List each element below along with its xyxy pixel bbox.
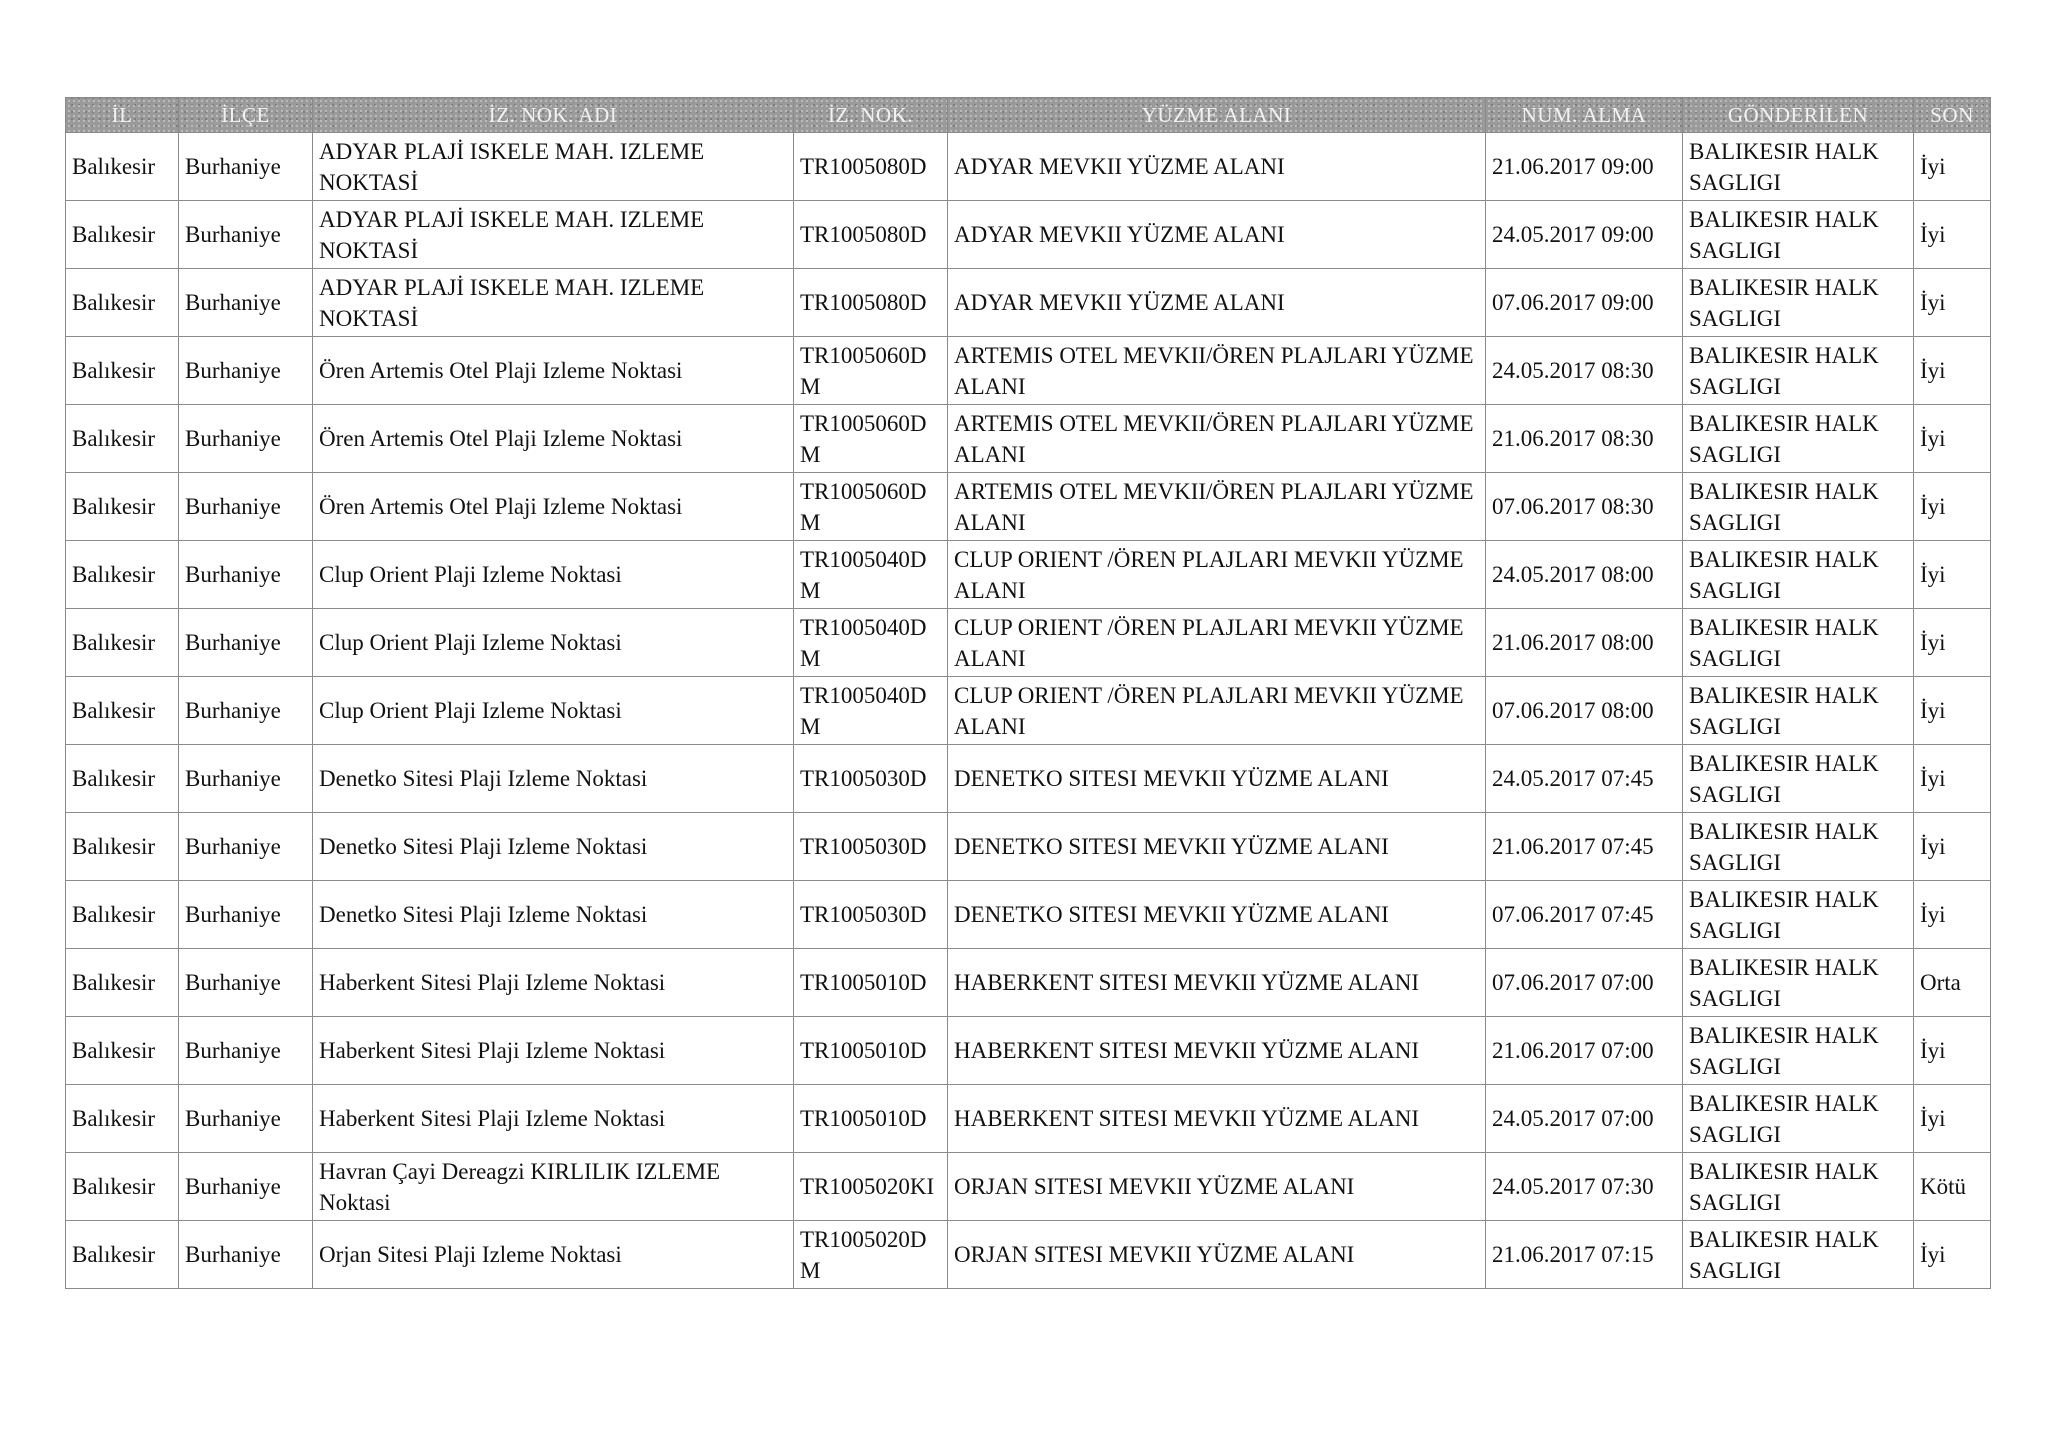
cell-nokta-adi: ADYAR PLAJİ ISKELE MAH. IZLEME NOKTASİ bbox=[313, 133, 794, 201]
cell-nokta-kod: TR1005060D M bbox=[794, 473, 948, 541]
cell-yuzme-alani: CLUP ORIENT /ÖREN PLAJLARI MEVKII YÜZME ALANI bbox=[948, 609, 1486, 677]
header-nokta-kod: İZ. NOK. bbox=[794, 98, 948, 133]
cell-numune-alma: 07.06.2017 08:30 bbox=[1486, 473, 1683, 541]
header-numune-alma: NUM. ALMA bbox=[1486, 98, 1683, 133]
cell-gonderilen: BALIKESIR HALK SAGLIGI bbox=[1683, 949, 1914, 1017]
cell-nokta-adi: Clup Orient Plaji Izleme Noktasi bbox=[313, 541, 794, 609]
table-row bbox=[66, 609, 1991, 677]
table-row bbox=[66, 949, 1991, 1017]
cell-il: Balıkesir bbox=[66, 881, 179, 949]
cell-nokta-kod: TR1005060D M bbox=[794, 337, 948, 405]
cell-son: İyi bbox=[1914, 269, 1991, 337]
cell-son: İyi bbox=[1914, 1085, 1991, 1153]
cell-nokta-adi: Ören Artemis Otel Plaji Izleme Noktasi bbox=[313, 405, 794, 473]
cell-numune-alma: 21.06.2017 08:00 bbox=[1486, 609, 1683, 677]
table-row bbox=[66, 1017, 1991, 1085]
cell-il: Balıkesir bbox=[66, 1221, 179, 1289]
cell-nokta-adi: Denetko Sitesi Plaji Izleme Noktasi bbox=[313, 881, 794, 949]
cell-nokta-kod: TR1005080D bbox=[794, 201, 948, 269]
cell-nokta-adi: Denetko Sitesi Plaji Izleme Noktasi bbox=[313, 745, 794, 813]
cell-son: İyi bbox=[1914, 133, 1991, 201]
header-row bbox=[66, 98, 1991, 133]
cell-nokta-kod: TR1005060D M bbox=[794, 405, 948, 473]
cell-yuzme-alani: ORJAN SITESI MEVKII YÜZME ALANI bbox=[948, 1221, 1486, 1289]
cell-ilce: Burhaniye bbox=[179, 949, 313, 1017]
cell-nokta-adi: Havran Çayi Dereagzi KIRLILIK IZLEME Noktasi bbox=[313, 1153, 794, 1221]
cell-numune-alma: 21.06.2017 09:00 bbox=[1486, 133, 1683, 201]
cell-ilce: Burhaniye bbox=[179, 813, 313, 881]
cell-numune-alma: 24.05.2017 08:30 bbox=[1486, 337, 1683, 405]
table-row bbox=[66, 133, 1991, 201]
header-gonderilen: GÖNDERİLEN bbox=[1683, 98, 1914, 133]
cell-yuzme-alani: ORJAN SITESI MEVKII YÜZME ALANI bbox=[948, 1153, 1486, 1221]
cell-il: Balıkesir bbox=[66, 1153, 179, 1221]
table-row bbox=[66, 541, 1991, 609]
cell-nokta-kod: TR1005080D bbox=[794, 133, 948, 201]
cell-ilce: Burhaniye bbox=[179, 881, 313, 949]
cell-son: İyi bbox=[1914, 813, 1991, 881]
cell-nokta-adi: Haberkent Sitesi Plaji Izleme Noktasi bbox=[313, 1017, 794, 1085]
cell-son: İyi bbox=[1914, 337, 1991, 405]
cell-nokta-kod: TR1005020D M bbox=[794, 1221, 948, 1289]
header-ilce: İLÇE bbox=[179, 98, 313, 133]
cell-ilce: Burhaniye bbox=[179, 609, 313, 677]
cell-il: Balıkesir bbox=[66, 1085, 179, 1153]
cell-nokta-kod: TR1005030D bbox=[794, 745, 948, 813]
cell-gonderilen: BALIKESIR HALK SAGLIGI bbox=[1683, 813, 1914, 881]
header-son: SON bbox=[1914, 98, 1991, 133]
table-row bbox=[66, 1085, 1991, 1153]
table-row bbox=[66, 813, 1991, 881]
cell-numune-alma: 07.06.2017 08:00 bbox=[1486, 677, 1683, 745]
cell-il: Balıkesir bbox=[66, 1017, 179, 1085]
cell-il: Balıkesir bbox=[66, 541, 179, 609]
cell-il: Balıkesir bbox=[66, 813, 179, 881]
cell-nokta-kod: TR1005030D bbox=[794, 813, 948, 881]
cell-son: İyi bbox=[1914, 745, 1991, 813]
table-row bbox=[66, 1153, 1991, 1221]
cell-nokta-adi: Clup Orient Plaji Izleme Noktasi bbox=[313, 609, 794, 677]
cell-son: Kötü bbox=[1914, 1153, 1991, 1221]
cell-son: İyi bbox=[1914, 1017, 1991, 1085]
cell-numune-alma: 21.06.2017 07:15 bbox=[1486, 1221, 1683, 1289]
cell-yuzme-alani: ADYAR MEVKII YÜZME ALANI bbox=[948, 269, 1486, 337]
cell-nokta-adi: Ören Artemis Otel Plaji Izleme Noktasi bbox=[313, 473, 794, 541]
cell-il: Balıkesir bbox=[66, 473, 179, 541]
header-nokta-adi: İZ. NOK. ADI bbox=[313, 98, 794, 133]
cell-yuzme-alani: CLUP ORIENT /ÖREN PLAJLARI MEVKII YÜZME ALANI bbox=[948, 541, 1486, 609]
cell-il: Balıkesir bbox=[66, 677, 179, 745]
cell-gonderilen: BALIKESIR HALK SAGLIGI bbox=[1683, 541, 1914, 609]
cell-nokta-adi: Clup Orient Plaji Izleme Noktasi bbox=[313, 677, 794, 745]
table-header bbox=[66, 98, 1991, 133]
cell-il: Balıkesir bbox=[66, 745, 179, 813]
cell-nokta-adi: Haberkent Sitesi Plaji Izleme Noktasi bbox=[313, 949, 794, 1017]
cell-il: Balıkesir bbox=[66, 949, 179, 1017]
cell-yuzme-alani: ADYAR MEVKII YÜZME ALANI bbox=[948, 133, 1486, 201]
table-row bbox=[66, 473, 1991, 541]
cell-gonderilen: BALIKESIR HALK SAGLIGI bbox=[1683, 1153, 1914, 1221]
cell-son: Orta bbox=[1914, 949, 1991, 1017]
table-row bbox=[66, 201, 1991, 269]
cell-gonderilen: BALIKESIR HALK SAGLIGI bbox=[1683, 1017, 1914, 1085]
cell-nokta-kod: TR1005040D M bbox=[794, 677, 948, 745]
cell-gonderilen: BALIKESIR HALK SAGLIGI bbox=[1683, 269, 1914, 337]
cell-nokta-kod: TR1005030D bbox=[794, 881, 948, 949]
cell-ilce: Burhaniye bbox=[179, 133, 313, 201]
cell-yuzme-alani: DENETKO SITESI MEVKII YÜZME ALANI bbox=[948, 813, 1486, 881]
cell-numune-alma: 24.05.2017 09:00 bbox=[1486, 201, 1683, 269]
cell-gonderilen: BALIKESIR HALK SAGLIGI bbox=[1683, 405, 1914, 473]
cell-yuzme-alani: HABERKENT SITESI MEVKII YÜZME ALANI bbox=[948, 949, 1486, 1017]
table-row bbox=[66, 269, 1991, 337]
header-il: İL bbox=[66, 98, 179, 133]
cell-yuzme-alani: ADYAR MEVKII YÜZME ALANI bbox=[948, 201, 1486, 269]
cell-yuzme-alani: HABERKENT SITESI MEVKII YÜZME ALANI bbox=[948, 1085, 1486, 1153]
cell-son: İyi bbox=[1914, 677, 1991, 745]
cell-ilce: Burhaniye bbox=[179, 337, 313, 405]
cell-nokta-adi: Ören Artemis Otel Plaji Izleme Noktasi bbox=[313, 337, 794, 405]
cell-nokta-adi: Denetko Sitesi Plaji Izleme Noktasi bbox=[313, 813, 794, 881]
cell-son: İyi bbox=[1914, 881, 1991, 949]
table-row bbox=[66, 337, 1991, 405]
cell-gonderilen: BALIKESIR HALK SAGLIGI bbox=[1683, 133, 1914, 201]
cell-son: İyi bbox=[1914, 473, 1991, 541]
cell-ilce: Burhaniye bbox=[179, 405, 313, 473]
cell-numune-alma: 07.06.2017 09:00 bbox=[1486, 269, 1683, 337]
table-row bbox=[66, 677, 1991, 745]
cell-gonderilen: BALIKESIR HALK SAGLIGI bbox=[1683, 881, 1914, 949]
water-quality-table bbox=[65, 97, 1991, 1289]
cell-gonderilen: BALIKESIR HALK SAGLIGI bbox=[1683, 609, 1914, 677]
cell-yuzme-alani: DENETKO SITESI MEVKII YÜZME ALANI bbox=[948, 745, 1486, 813]
cell-yuzme-alani: ARTEMIS OTEL MEVKII/ÖREN PLAJLARI YÜZME ALANI bbox=[948, 337, 1486, 405]
cell-nokta-kod: TR1005080D bbox=[794, 269, 948, 337]
cell-ilce: Burhaniye bbox=[179, 745, 313, 813]
cell-numune-alma: 24.05.2017 07:30 bbox=[1486, 1153, 1683, 1221]
cell-gonderilen: BALIKESIR HALK SAGLIGI bbox=[1683, 745, 1914, 813]
cell-numune-alma: 21.06.2017 07:00 bbox=[1486, 1017, 1683, 1085]
cell-gonderilen: BALIKESIR HALK SAGLIGI bbox=[1683, 1085, 1914, 1153]
cell-ilce: Burhaniye bbox=[179, 201, 313, 269]
cell-nokta-kod: TR1005020KI bbox=[794, 1153, 948, 1221]
cell-numune-alma: 24.05.2017 07:45 bbox=[1486, 745, 1683, 813]
cell-il: Balıkesir bbox=[66, 405, 179, 473]
table-row bbox=[66, 745, 1991, 813]
cell-numune-alma: 21.06.2017 07:45 bbox=[1486, 813, 1683, 881]
cell-yuzme-alani: HABERKENT SITESI MEVKII YÜZME ALANI bbox=[948, 1017, 1486, 1085]
cell-gonderilen: BALIKESIR HALK SAGLIGI bbox=[1683, 337, 1914, 405]
cell-il: Balıkesir bbox=[66, 269, 179, 337]
cell-son: İyi bbox=[1914, 609, 1991, 677]
cell-son: İyi bbox=[1914, 405, 1991, 473]
cell-nokta-kod: TR1005010D bbox=[794, 949, 948, 1017]
cell-il: Balıkesir bbox=[66, 609, 179, 677]
cell-ilce: Burhaniye bbox=[179, 1085, 313, 1153]
cell-nokta-adi: ADYAR PLAJİ ISKELE MAH. IZLEME NOKTASİ bbox=[313, 201, 794, 269]
cell-yuzme-alani: CLUP ORIENT /ÖREN PLAJLARI MEVKII YÜZME ALANI bbox=[948, 677, 1486, 745]
table-row bbox=[66, 881, 1991, 949]
cell-ilce: Burhaniye bbox=[179, 1017, 313, 1085]
cell-nokta-kod: TR1005010D bbox=[794, 1085, 948, 1153]
table-row bbox=[66, 405, 1991, 473]
cell-numune-alma: 07.06.2017 07:00 bbox=[1486, 949, 1683, 1017]
cell-numune-alma: 24.05.2017 08:00 bbox=[1486, 541, 1683, 609]
cell-yuzme-alani: DENETKO SITESI MEVKII YÜZME ALANI bbox=[948, 881, 1486, 949]
table-body bbox=[66, 133, 1991, 1289]
cell-gonderilen: BALIKESIR HALK SAGLIGI bbox=[1683, 201, 1914, 269]
cell-nokta-kod: TR1005010D bbox=[794, 1017, 948, 1085]
cell-nokta-adi: ADYAR PLAJİ ISKELE MAH. IZLEME NOKTASİ bbox=[313, 269, 794, 337]
cell-ilce: Burhaniye bbox=[179, 1221, 313, 1289]
cell-son: İyi bbox=[1914, 201, 1991, 269]
cell-nokta-kod: TR1005040D M bbox=[794, 541, 948, 609]
cell-ilce: Burhaniye bbox=[179, 541, 313, 609]
cell-yuzme-alani: ARTEMIS OTEL MEVKII/ÖREN PLAJLARI YÜZME ALANI bbox=[948, 473, 1486, 541]
cell-son: İyi bbox=[1914, 541, 1991, 609]
cell-il: Balıkesir bbox=[66, 133, 179, 201]
cell-numune-alma: 21.06.2017 08:30 bbox=[1486, 405, 1683, 473]
cell-nokta-adi: Haberkent Sitesi Plaji Izleme Noktasi bbox=[313, 1085, 794, 1153]
cell-ilce: Burhaniye bbox=[179, 269, 313, 337]
cell-numune-alma: 24.05.2017 07:00 bbox=[1486, 1085, 1683, 1153]
cell-ilce: Burhaniye bbox=[179, 1153, 313, 1221]
cell-gonderilen: BALIKESIR HALK SAGLIGI bbox=[1683, 1221, 1914, 1289]
cell-nokta-adi: Orjan Sitesi Plaji Izleme Noktasi bbox=[313, 1221, 794, 1289]
cell-numune-alma: 07.06.2017 07:45 bbox=[1486, 881, 1683, 949]
cell-ilce: Burhaniye bbox=[179, 677, 313, 745]
cell-gonderilen: BALIKESIR HALK SAGLIGI bbox=[1683, 677, 1914, 745]
cell-yuzme-alani: ARTEMIS OTEL MEVKII/ÖREN PLAJLARI YÜZME ALANI bbox=[948, 405, 1486, 473]
cell-il: Balıkesir bbox=[66, 201, 179, 269]
table-row bbox=[66, 1221, 1991, 1289]
cell-nokta-kod: TR1005040D M bbox=[794, 609, 948, 677]
cell-gonderilen: BALIKESIR HALK SAGLIGI bbox=[1683, 473, 1914, 541]
cell-son: İyi bbox=[1914, 1221, 1991, 1289]
cell-ilce: Burhaniye bbox=[179, 473, 313, 541]
cell-il: Balıkesir bbox=[66, 337, 179, 405]
header-yuzme-alani: YÜZME ALANI bbox=[948, 98, 1486, 133]
